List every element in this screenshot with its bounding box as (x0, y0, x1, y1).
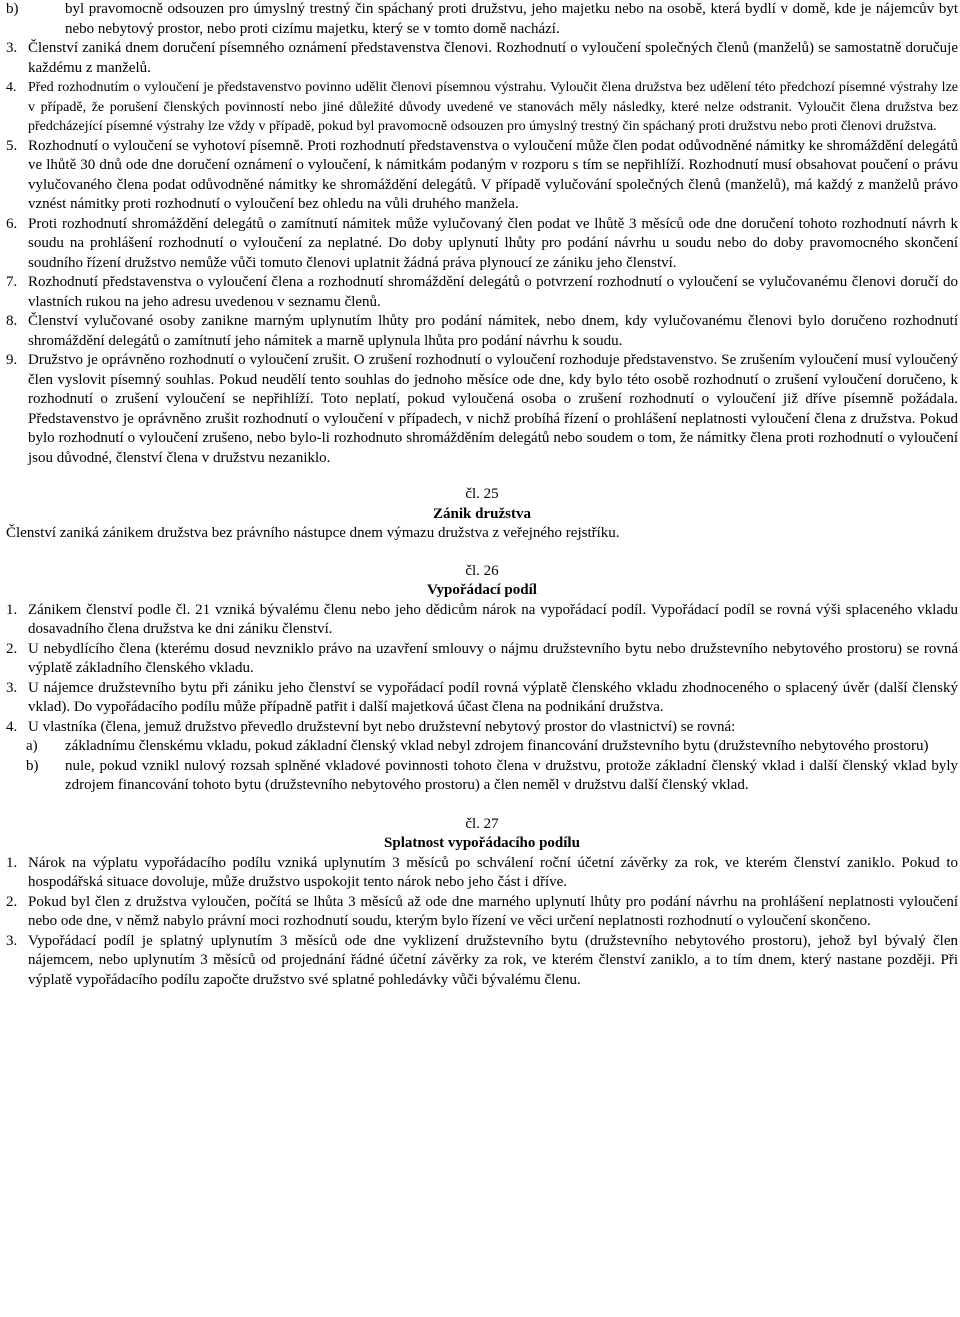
item-marker: 1. (6, 601, 18, 618)
item-marker: b) (6, 1, 19, 17)
item-text: Zánikem členství podle čl. 21 vzniká bývalému členu nebo jeho dědicům nárok na vypořádací podíl. Vypořádací podíl se rovná výši splaceného vkladu dosavadního člena družstva ke dni zániku členství. (28, 601, 958, 637)
item-text: Členství vylučované osoby zanikne marným uplynutím lhůty pro podání námitek, nebo dnem, kdy vylučovanému členovi bylo doručeno rozhodnutí shromáždění delegátů o zamítnutí jeho námitek a marně uplynula lhůta pro podání návrhu k soudu. (28, 313, 958, 349)
list-item (6, 640, 958, 679)
item-text: U vlastníka (člena, jemuž družstvo převedlo družstevní byt nebo družstevní nebytový prostor do vlastnictví) se rovná: (28, 718, 736, 735)
item-text: byl pravomocně odsouzen pro úmyslný trestný čin spáchaný proti družstvu, jeho majetku nebo na osobě, která bydlí v domě, kde je nájemcův byt nebo nebytový prostor, nebo proti cizímu majetku, který se v tomto domě nachází. (65, 1, 958, 37)
item-marker: b) (26, 757, 39, 774)
item-marker: 8. (6, 313, 18, 329)
spacer (6, 796, 958, 815)
article-title: Zánik družstva (433, 505, 531, 522)
list-item (6, 932, 958, 991)
spacer (6, 544, 958, 562)
article-26 (6, 562, 958, 796)
list-item (6, 273, 958, 312)
list-item (6, 0, 958, 39)
list-item (6, 893, 958, 932)
article-text: Členství zaniká zánikem družstva bez právního nástupce dnem výmazu družstva z veřejného rejstříku. (6, 525, 620, 541)
item-text: základnímu členskému vkladu, pokud základní členský vklad nebyl zdrojem financování družstevního bytu (družstevního nebytového prostoru) (65, 738, 929, 754)
item-marker: 1. (6, 854, 18, 871)
list-item (6, 679, 958, 718)
item-marker: 3. (6, 932, 18, 949)
item-text: Rozhodnutí o vyloučení se vyhotoví písemně. Proti rozhodnutí představenstva o vyloučení může člen podat odůvodněné námitky ke shromáždění delegátů ve lhůtě 30 dnů ode dne doručení oznámení o vyloučení, k námitkám podaným v rozporu s tím se nepřihlíží. Rozhodnutí musí obsahovat poučení o právu vylučovaného člena podat odůvodněné námitky ke shromáždění delegátů. V případě vylučování společných členů (manželů), má každý z manželů právo vznést námitky proti rozhodnutí o vyloučení bez ohledu na vůli druhého manžela. (28, 137, 958, 212)
list-item (6, 718, 958, 738)
item-marker: 2. (6, 640, 18, 657)
sub-list-item (6, 757, 958, 796)
item-marker: 4. (6, 718, 18, 735)
list-item (6, 854, 958, 893)
item-text: Proti rozhodnutí shromáždění delegátů o zamítnutí námitek může vylučovaný člen podat ve lhůtě 3 měsíců ode dne doručení tohoto rozhodnutí návrh k soudu na prohlášení rozhodnutí o vyloučení za neplatné. Do doby uplynutí lhůty pro podání návrhu u soudu nebo do doby pravomocného skončení soudního řízení družstvo nemůže vůči tomuto členovi uplatnit žádná práva plynoucí ze zániku jeho členství. (28, 215, 958, 271)
item-marker: 5. (6, 137, 18, 154)
list-item (6, 351, 958, 468)
list-item (6, 78, 958, 137)
item-text: nule, pokud vznikl nulový rozsah splněné vkladové povinnosti tohoto člena v družstvu, protože základní členský vklad i další členský vklad byly zdrojem financování tohoto bytu (družstevního nebytového prostoru) a člen neměl v družstvu další členský vklad. (65, 757, 958, 793)
item-marker: 2. (6, 893, 18, 910)
item-text: U nájemce družstevního bytu při zániku jeho členství se vypořádací podíl rovná výplatě členského vkladu zhodnoceného o splacený úvěr (další členský vklad). Do vypořádacího podílu může případně patřit i další majetková účast člena na podnikání družstva. (28, 679, 958, 715)
item-marker: 9. (6, 352, 18, 368)
article-title: Splatnost vypořádacího podílu (384, 835, 580, 851)
item-text: Vypořádací podíl je splatný uplynutím 3 měsíců ode dne vyklizení družstevního bytu (družstevního nebytového prostoru), jehož byl bývalý člen nájemcem, nebo uplynutím 3 měsíců od projednání řádné účetní závěrky za rok, ve kterém členství zaniklo, a to tím dnem, který nastane později. Při výplatě vypořádacího podílu započte družstvo své splatné pohledávky vůči bývalému členu. (28, 932, 958, 988)
list-item (6, 137, 958, 215)
item-marker: 4. (6, 80, 17, 95)
article-27 (6, 815, 958, 991)
item-marker: 3. (6, 679, 18, 696)
item-marker: a) (26, 738, 38, 754)
list-item (6, 215, 958, 274)
article-25 (6, 485, 958, 544)
article-number: čl. 27 (465, 815, 499, 832)
list-item (6, 312, 958, 351)
item-text: Rozhodnutí představenstva o vyloučení člena a rozhodnutí shromáždění delegátů o potvrzení rozhodnutí o vyloučení se vylučovanému členovi doručí do vlastních rukou na jeho adresu uvedenou v seznamu členů. (28, 274, 958, 310)
article-number: čl. 25 (465, 486, 499, 502)
list-item (6, 601, 958, 640)
spacer (6, 468, 958, 485)
item-text: Družstvo je oprávněno rozhodnutí o vyloučení zrušit. O zrušení rozhodnutí o vyloučení rozhoduje představenstvo. Se zrušením vyloučení musí vyloučený člen vyslovit písemný souhlas. Pokud neudělí tento souhlas do jednoho měsíce ode dne, kdy bylo této osobě rozhodnutí o zrušení vyloučení doručeno, k rozhodnutí o zrušení vyloučení se nepřihlíží. Toto neplatí, pokud vyloučená osoba o zrušení rozhodnutí o vyloučení již dříve písemně požádala. Představenstvo je oprávněno zrušit rozhodnutí o vyloučení v případech, v nichž probíhá řízení o prohlášení neplatnosti vyloučení člena z družstva. Pokud bylo rozhodnutí o vyloučení zrušeno, nebo bylo-li rozhodnuto shromážděním delegátů nebo soudem o tom, že námitky člena proti rozhodnutí o vyloučení jsou důvodné, členství člena v družstvu nezaniklo. (28, 352, 958, 466)
article-title: Vypořádací podíl (427, 582, 537, 598)
item-marker: 7. (6, 274, 18, 290)
list-item (6, 39, 958, 78)
article-number: čl. 26 (465, 562, 499, 579)
article-24-continuation (6, 0, 958, 468)
item-marker: 3. (6, 40, 18, 56)
item-text: Členství zaniká dnem doručení písemného oznámení představenstva členovi. Rozhodnutí o vyloučení společných členů (manželů) se samostatně doručuje každému z manželů. (28, 40, 958, 76)
item-marker: 6. (6, 215, 18, 232)
item-text: Nárok na výplatu vypořádacího podílu vzniká uplynutím 3 měsíců po schválení roční účetní závěrky za rok, ve kterém členství zaniklo. Pokud to hospodářská situace dovoluje, může družstvo uspokojit tento nárok nebo jeho část i dříve. (28, 854, 958, 890)
item-text: Před rozhodnutím o vyloučení je představenstvo povinno udělit členovi písemnou výstrahu. Vyloučit člena družstva bez udělení této předchozí písemné výstrahy lze v případě, že porušení členských povinností nebo jiné důležité důvody uvedené ve stanovách měly následky, které nelze odstranit. Vyloučit člena družstva bez předcházející písemné výstrahy lze vždy v případě, pokud byl pravomocně odsouzen pro úmyslný trestný čin spáchaný proti družstvu nebo proti členovi družstva. (28, 80, 958, 134)
item-text: U nebydlícího člena (kterému dosud nevzniklo právo na uzavření smlouvy o nájmu družstevního bytu nebo družstevního nebytového prostoru) se rovná výplatě základního členského vkladu. (28, 640, 958, 676)
item-text: Pokud byl člen z družstva vyloučen, počítá se lhůta 3 měsíců až ode dne marného uplynutí lhůty pro podání návrhu na prohlášení neplatnosti vyloučení nebo ode dne, v němž nabylo právní moci rozhodnutí soudu, kterým bylo řízení ve věci určení neplatnosti rozhodnutí o vyloučení skončeno. (28, 893, 958, 929)
sub-list-item (6, 737, 958, 757)
